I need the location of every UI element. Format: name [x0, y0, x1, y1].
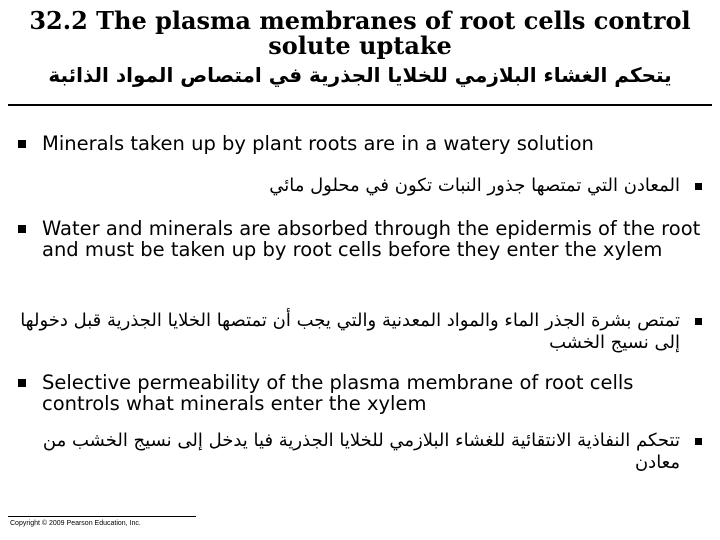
bullet-en-1: Minerals taken up by plant roots are in a watery solution: [18, 133, 708, 154]
square-bullet-icon: [18, 379, 26, 387]
square-bullet-icon: [18, 140, 26, 148]
slide-title: 32.2 The plasma membranes of root cells control solute uptake: [29, 6, 691, 60]
bullet-ar-2: تمتص بشرة الجذر الماء والمواد المعدنية والتي يجب أن تمتصها الخلايا الجذرية قبل دخولها إلى نسيج الخشب: [12, 310, 702, 354]
square-bullet-icon: [695, 318, 702, 325]
square-bullet-icon: [18, 225, 26, 233]
footer-divider: [8, 516, 196, 517]
title-divider: [8, 104, 712, 106]
square-bullet-icon: [695, 438, 702, 445]
bullet-en-2: Water and minerals are absorbed through the epidermis of the root and must be taken up by root cells before they enter the xylem: [18, 218, 708, 260]
bullet-ar-3: تتحكم النفاذية الانتقائية للغشاء البلازمي للخلايا الجذرية فيا يدخل إلى نسيج الخشب من معادن: [12, 430, 702, 474]
square-bullet-icon: [695, 183, 702, 190]
bullet-ar-1: المعادن التي تمتصها جذور النبات تكون في محلول مائي: [12, 175, 702, 197]
bullet-en-3: Selective permeability of the plasma membrane of root cells controls what minerals enter the xylem: [18, 372, 708, 414]
slide-title-arabic: يتحكم الغشاء البلازمي للخلايا الجذرية في امتصاص المواد الذائبة: [48, 63, 672, 87]
copyright-footer: Copyright © 2009 Pearson Education, Inc.: [10, 520, 141, 527]
